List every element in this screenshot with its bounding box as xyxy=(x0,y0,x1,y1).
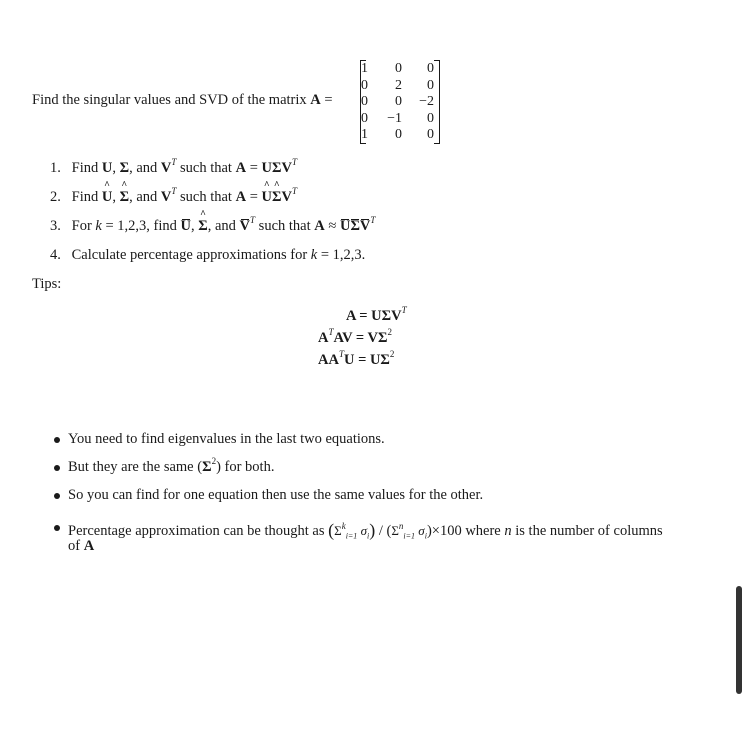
matrix-row xyxy=(360,93,440,110)
problem-statement xyxy=(32,92,333,109)
list-text: For k = 1,2,3, find U, ^ Σ, and $V^T$ such that $A \approx U\Sigma V^T$ xyxy=(72,218,376,234)
matrix-cell: 0 xyxy=(427,78,434,93)
list-item xyxy=(50,247,365,264)
bullet-icon xyxy=(54,493,60,499)
list-number: 4. xyxy=(50,247,61,263)
list-item xyxy=(50,215,376,235)
list-item xyxy=(50,157,297,177)
bullet-icon xyxy=(54,525,60,531)
matrix-cell: −2 xyxy=(419,94,434,109)
list-item xyxy=(50,186,297,206)
matrix-cell: 0 xyxy=(395,61,402,76)
matrix-cell: 0 xyxy=(361,78,368,93)
bullet-icon xyxy=(54,437,60,443)
bullet-text: But they are the same $(\Sigma^2)$ for both. xyxy=(68,456,275,475)
matrix-cell: 0 xyxy=(395,94,402,109)
problem-text: Find the singular values and SVD of the matrix xyxy=(32,92,307,108)
list-number: 2. xyxy=(50,189,61,205)
matrix-cell: −1 xyxy=(387,111,402,126)
bullet-text: So you can find for one equation then use the same values for the other. xyxy=(68,487,484,503)
matrix-cell: 0 xyxy=(427,61,434,76)
bullet-icon xyxy=(54,465,60,471)
list-number: 1. xyxy=(50,160,61,176)
list-text: Calculate percentage approximations for k = 1,2,3. xyxy=(71,247,366,263)
bullet-text: Percentage approximation can be thought as ($\Sigma^k_{i=1}$ $\sigma_i) / (\Sigma^n_{i=1}$ $\sigma_i)\times 100$ where n is the number of columns xyxy=(68,520,663,541)
matrix-row xyxy=(360,126,440,143)
equals-sign: = xyxy=(324,92,333,108)
matrix-cell: 0 xyxy=(427,111,434,126)
matrix-symbol: A xyxy=(310,92,321,108)
matrix-cell: 0 xyxy=(395,127,402,142)
tips-label: Tips: xyxy=(32,276,62,292)
bullet-text-continuation: of A xyxy=(68,538,95,554)
equation-svd: $A = U\Sigma V^T$ xyxy=(346,305,407,324)
matrix-row xyxy=(360,77,440,94)
bullet-text: You need to find eigenvalues in the last two equations. xyxy=(68,431,385,447)
matrix-cell: 1 xyxy=(361,127,368,142)
matrix-cell: 1 xyxy=(361,61,368,76)
matrix-cell: 0 xyxy=(361,111,368,126)
equation-ata: $A^TAV = V\Sigma^2$ xyxy=(318,327,393,346)
list-text: Find U, Σ, and $V^T$ such that $A = U\Sigma V^T$ xyxy=(71,157,297,176)
matrix-row xyxy=(360,110,440,127)
matrix-cell: 0 xyxy=(361,94,368,109)
matrix-cell: 0 xyxy=(427,127,434,142)
list-text: Find ^ U, ^ Σ, and $V^T$ such that A = ^ U^ $\Sigma V^T$ xyxy=(72,189,297,205)
equation-aat: $AA^TU = U\Sigma^2$ xyxy=(318,349,395,368)
scrollbar[interactable] xyxy=(736,586,742,694)
list-number: 3. xyxy=(50,218,61,234)
matrix-a xyxy=(360,60,440,144)
matrix-cell: 2 xyxy=(395,78,402,93)
matrix-row xyxy=(360,60,440,77)
